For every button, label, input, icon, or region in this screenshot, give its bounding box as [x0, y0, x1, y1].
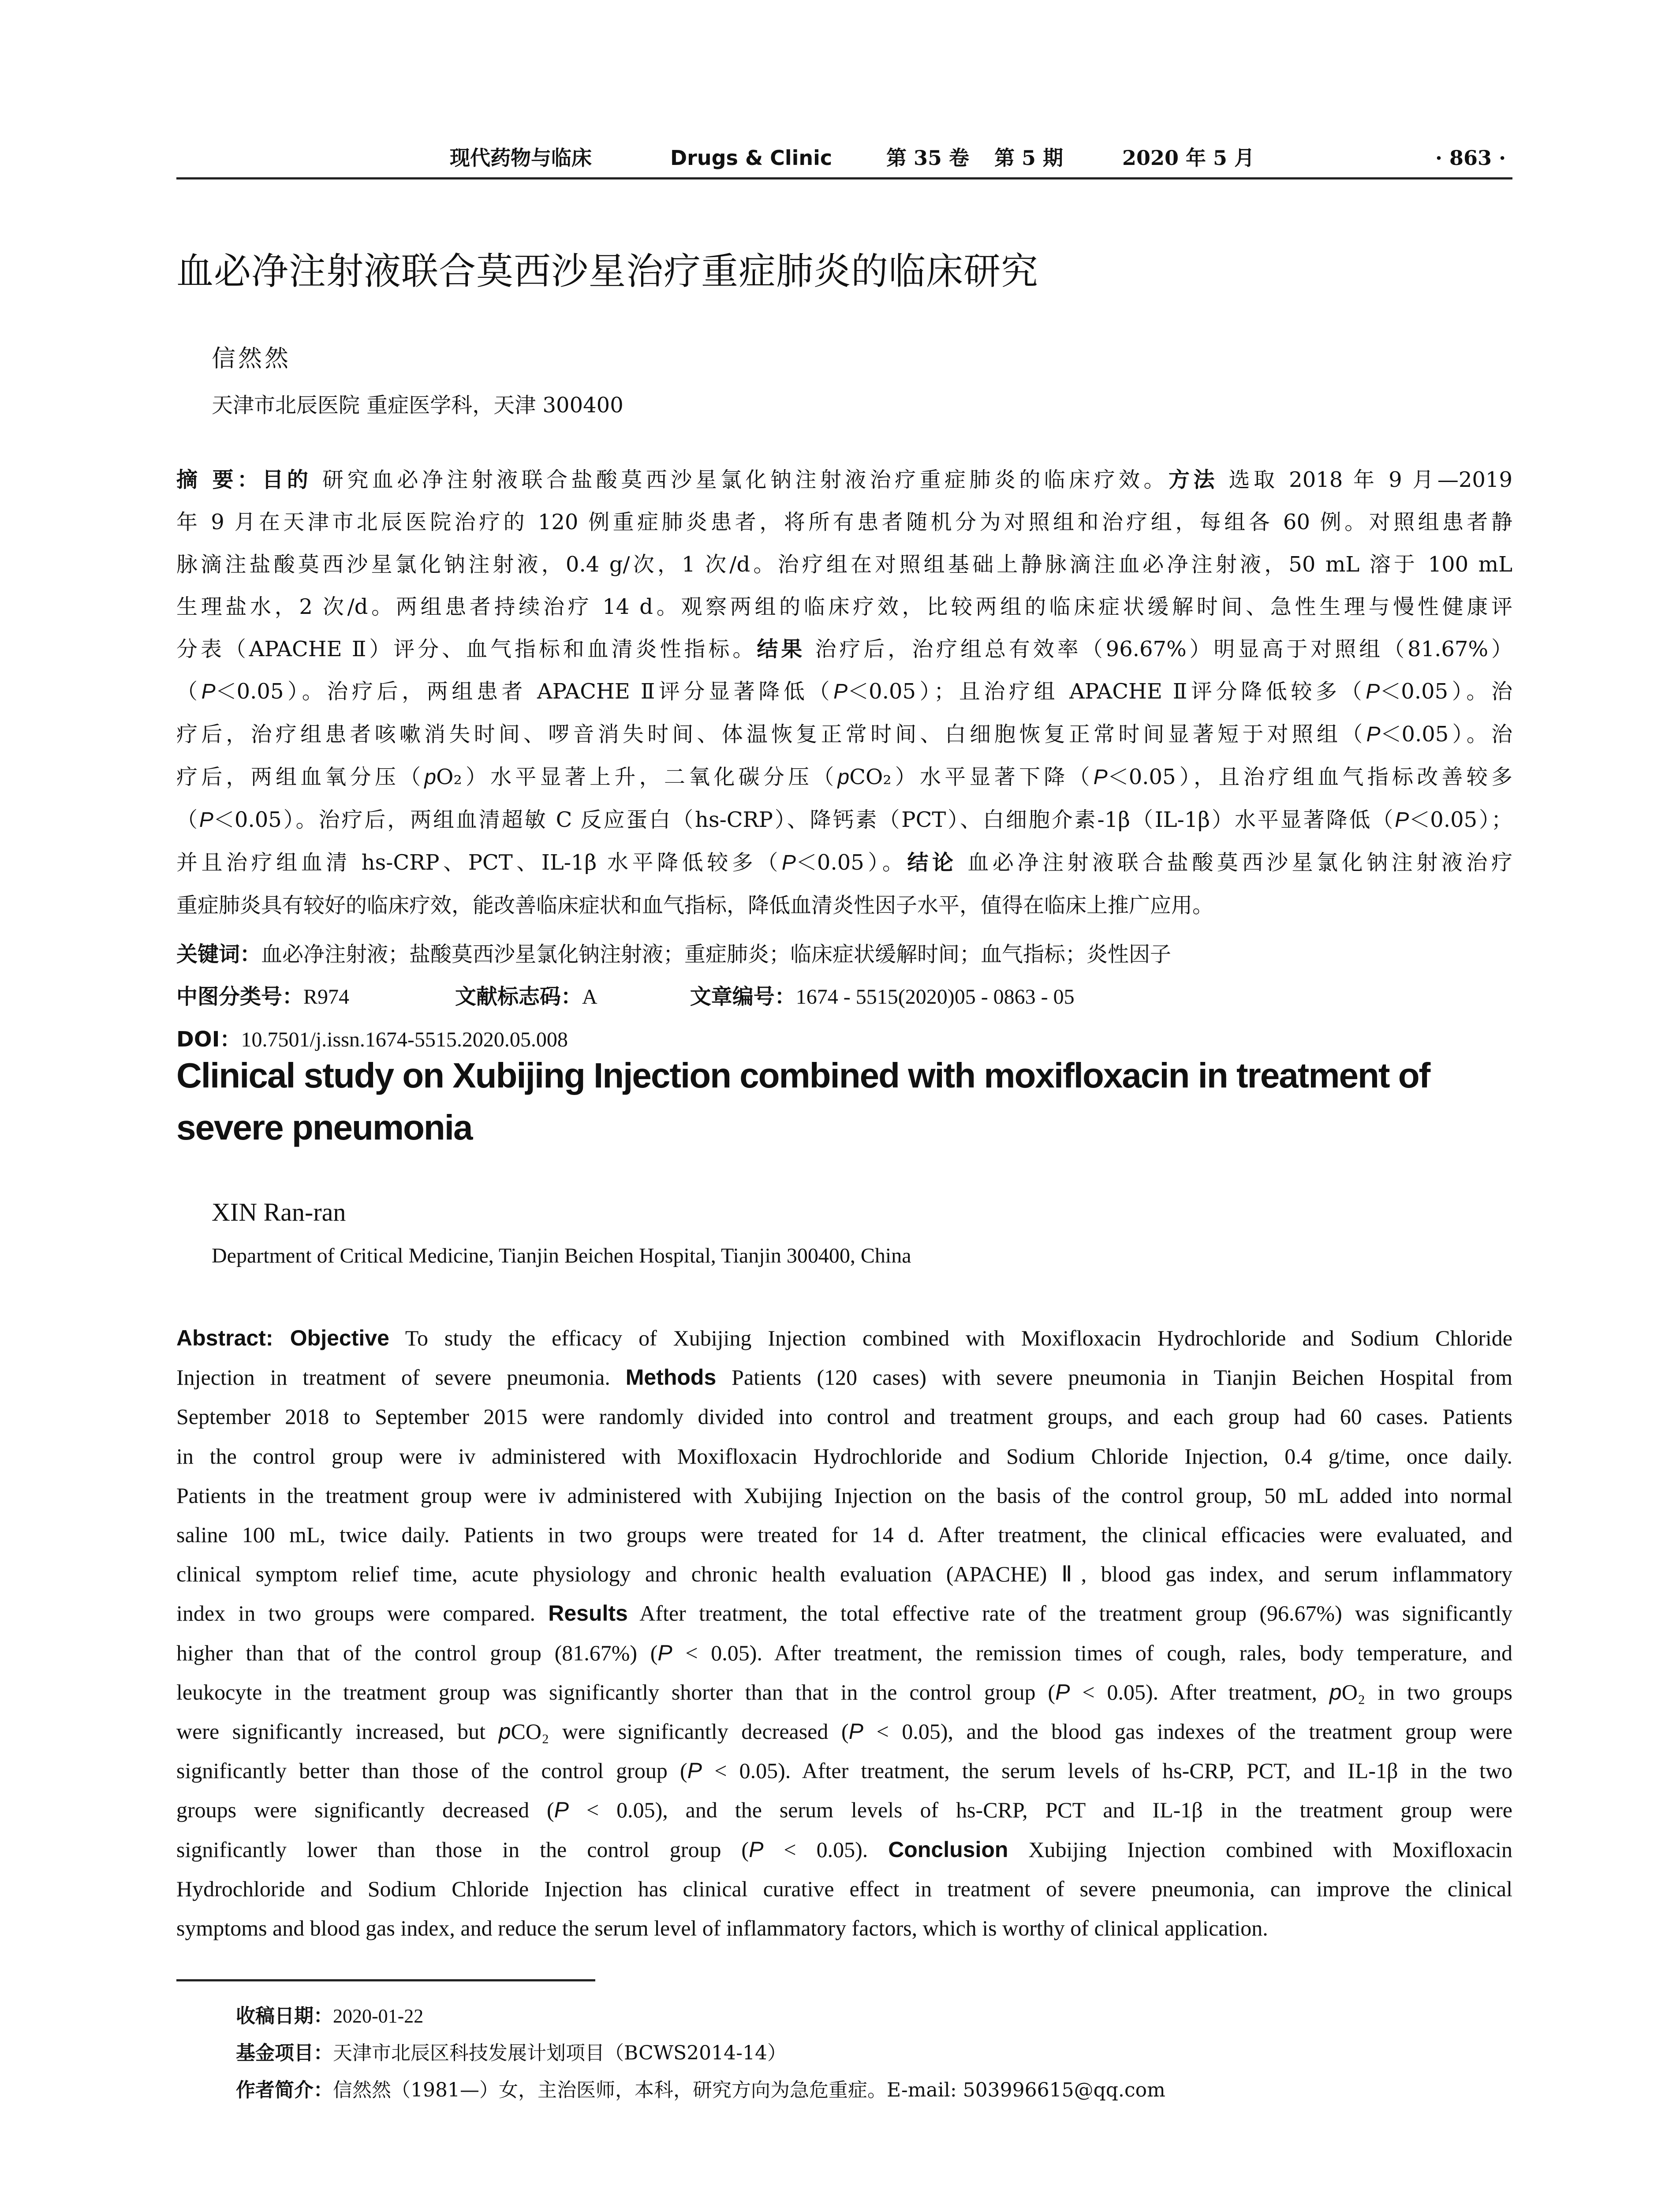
abstract-text: Patients (120 cases) with severe pneumonia in Tianjin Beichen Hospital from: [716, 1365, 1512, 1390]
abstract-line: [176, 586, 1512, 628]
abstract-text: 重症肺炎具有较好的临床疗效，能改善临床症状和血气指标，降低血清炎性因子水平，值得在临床上推广应用。: [176, 893, 1214, 918]
abstract-line: [176, 841, 1512, 884]
italic-symbol: p: [424, 766, 437, 789]
italic-symbol: p: [837, 766, 850, 789]
abstract-line: [176, 1751, 1512, 1790]
abstract-text: 疗后，两组血氧分压（: [176, 765, 425, 789]
header-rule: [176, 177, 1512, 179]
italic-symbol: P: [1395, 808, 1409, 832]
abstract-line: [176, 1909, 1512, 1948]
keywords-text: 血必净注射液；盐酸莫西沙星氯化钠注射液；重症肺炎；临床症状缓解时间；血气指标；炎性因子: [261, 942, 1172, 967]
author-name-cn: 信然然: [212, 344, 291, 372]
abstract-text: ＜0.05）；且治疗组 APACHE Ⅱ评分降低较多（: [847, 679, 1366, 704]
abstract-line: [176, 1790, 1512, 1830]
abstract-text: groups were significantly decreased (: [176, 1798, 554, 1823]
italic-symbol: P: [848, 1719, 863, 1744]
issue-label: 第 5 期: [994, 146, 1064, 170]
keywords-cn: [176, 933, 1171, 975]
footnote-rule: [176, 1979, 595, 1981]
doi-value: 10.7501/j.issn.1674-5515.2020.05.008: [241, 1028, 568, 1051]
italic-symbol: P: [554, 1798, 569, 1823]
abstract-text: 研究血必净注射液联合盐酸莫西沙星氯化钠注射液治疗重症肺炎的临床疗效。: [312, 467, 1169, 492]
abstract-text: < 0.05), and the blood gas indexes of the treatment group were: [863, 1719, 1512, 1744]
abstract-line: [176, 884, 1512, 927]
abstract-text: were significantly increased, but: [176, 1719, 499, 1744]
affiliation-cn: 天津市北辰医院 重症医学科，天津 300400: [212, 393, 623, 418]
abstract-text: < 0.05). After treatment, the remission times of cough, rales, body temperature, and: [672, 1640, 1512, 1665]
journal-name-en: Drugs & Clinic: [670, 146, 833, 170]
section-label: Results: [548, 1601, 628, 1626]
section-label: 方法: [1169, 467, 1218, 492]
author-bio-value: 信然然（1981—）女，主治医师，本科，研究方向为急危重症。E-mail: 503996615@qq.com: [333, 2079, 1165, 2101]
funding-value: 天津市北辰区科技发展计划项目（BCWS2014-14）: [333, 2042, 787, 2064]
abstract-line: [176, 1712, 1512, 1751]
italic-symbol: P: [201, 680, 216, 703]
abstract-text: 年 9 月在天津市北辰医院治疗的 120 例重症肺炎患者，将所有患者随机分为对照组和治疗组，每组各 60 例。对照组患者静: [176, 510, 1512, 534]
section-label: Abstract: Objective: [176, 1326, 389, 1350]
abstract-text: 脉滴注盐酸莫西沙星氯化钠注射液，0.4 g/次，1 次/d。治疗组在对照组基础上静脉滴注血必净注射液，50 mL 溶于 100 mL: [176, 552, 1512, 577]
abstract-text: O₂）水平显著上升，二氧化碳分压（: [436, 765, 838, 789]
doc-code-label: 文献标志码：: [455, 984, 582, 1009]
abstract-line: [176, 1397, 1512, 1436]
abstract-text: ＜0.05），且治疗组血气指标改善较多: [1107, 765, 1512, 789]
abstract-text: （: [176, 807, 199, 832]
abstract-line: [176, 670, 1512, 713]
abstract-line: [176, 1515, 1512, 1555]
classification-row: [176, 975, 1171, 1018]
abstract-line: [176, 1555, 1512, 1594]
keywords-label: 关键词：: [176, 942, 261, 967]
footnotes: [236, 1998, 1165, 2109]
abstract-text: < 0.05).: [763, 1837, 889, 1862]
abstract-text: significantly better than those of the control group (: [176, 1758, 687, 1783]
section-label: 目的: [262, 467, 312, 492]
article-no-value: 1674 - 5515(2020)05 - 0863 - 05: [795, 985, 1075, 1009]
abstract-line: [176, 1476, 1512, 1515]
italic-symbol: P: [749, 1837, 764, 1862]
received-label: 收稿日期：: [236, 2005, 333, 2027]
abstract-line: [176, 1830, 1512, 1869]
abstract-text: leukocyte in the treatment group was significantly shorter than that in the control group (: [176, 1679, 1056, 1704]
italic-symbol: P: [1366, 680, 1380, 703]
abstract-line: [176, 1869, 1512, 1909]
abstract-line: [176, 1633, 1512, 1673]
abstract-line: [176, 501, 1512, 543]
clc-value: R974: [303, 985, 350, 1009]
abstract-text: significantly lower than those in the control group (: [176, 1837, 749, 1862]
abstract-text: symptoms and blood gas index, and reduce the serum level of inflammatory factors, which is worthy of clinical application.: [176, 1916, 1268, 1941]
footnote-funding: [236, 2035, 1165, 2072]
abstract-text: To study the efficacy of Xubijing Injection combined with Moxifloxacin Hydrochloride and Sodium Chloride: [389, 1326, 1512, 1350]
abstract-line: [176, 459, 1512, 501]
journal-name-cn: 现代药物与临床: [450, 146, 592, 170]
italic-symbol: P: [199, 808, 213, 832]
abstract-en: [176, 1319, 1512, 1948]
doi-label: DOI：: [176, 1027, 241, 1052]
abstract-text: September 2018 to September 2015 were randomly divided into control and treatment groups, and each group had 60 cases. Patients: [176, 1404, 1512, 1429]
abstract-text: in the control group were iv administered with Moxifloxacin Hydrochloride and Sodium Chloride Injection, 0.4 g/time, once daily.: [176, 1443, 1512, 1469]
abstract-text: Patients in the treatment group were iv administered with Xubijing Injection on the basis of the control group, 50 mL added into normal: [176, 1483, 1512, 1508]
abstract-text: ＜0.05）。治: [1380, 722, 1512, 747]
volume-label: 第 35 卷: [886, 146, 970, 170]
italic-symbol: P: [833, 680, 848, 703]
section-label: Methods: [625, 1365, 717, 1390]
italic-symbol: P: [1366, 723, 1381, 746]
abstract-text: Xubijing Injection combined with Moxifloxacin: [1008, 1837, 1512, 1862]
abstract-line: [176, 1437, 1512, 1476]
page-number: · 863 ·: [1435, 146, 1506, 170]
abstract-text: 疗后，治疗组患者咳嗽消失时间、啰音消失时间、体温恢复正常时间、白细胞恢复正常时间显著短于对照组（: [176, 722, 1366, 747]
issue-date: 2020 年 5 月: [1122, 146, 1255, 170]
abstract-line: [176, 799, 1512, 841]
abstract-line: [176, 1594, 1512, 1633]
abstract-text: CO₂ were significantly decreased (: [511, 1719, 849, 1744]
italic-symbol: P: [657, 1640, 672, 1665]
abstract-line: [176, 1673, 1512, 1712]
article-title-cn: 血必净注射液联合莫西沙星治疗重症肺炎的临床研究: [176, 250, 1039, 293]
doc-code-value: A: [582, 985, 597, 1009]
italic-symbol: P: [1055, 1679, 1070, 1704]
abstract-text: index in two groups were compared.: [176, 1601, 549, 1626]
section-label: 结论: [907, 850, 957, 875]
abstract-text: 分表（APACHE Ⅱ）评分、血气指标和血清炎性指标。: [176, 637, 757, 662]
italic-symbol: P: [687, 1758, 702, 1783]
italic-symbol: p: [1329, 1679, 1342, 1704]
abstract-text: After treatment, the total effective rate of the treatment group (96.67%) was significantly: [627, 1601, 1512, 1626]
abstract-label: 摘 要：: [176, 467, 262, 492]
italic-symbol: p: [498, 1719, 511, 1744]
article-metadata: [176, 933, 1171, 1061]
abstract-line: [176, 543, 1512, 586]
abstract-line: [176, 1319, 1512, 1358]
abstract-text: 生理盐水，2 次/d。两组患者持续治疗 14 d。观察两组的临床疗效，比较两组的临床症状缓解时间、急性生理与慢性健康评: [176, 594, 1512, 619]
section-label: 结果: [757, 637, 806, 662]
abstract-text: ＜0.05）。治疗后，两组患者 APACHE Ⅱ评分显著降低（: [215, 679, 834, 704]
abstract-text: 血必净注射液联合盐酸莫西沙星氯化钠注射液治疗: [957, 850, 1512, 875]
abstract-text: 选取 2018 年 9 月—2019: [1218, 467, 1512, 492]
funding-label: 基金项目：: [236, 2042, 333, 2064]
abstract-text: 治疗后，治疗组总有效率（96.67%）明显高于对照组（81.67%）: [805, 637, 1512, 662]
abstract-text: Injection in treatment of severe pneumonia.: [176, 1365, 626, 1390]
abstract-text: CO₂）水平显著下降（: [849, 765, 1094, 789]
abstract-text: ＜0.05）。治: [1380, 679, 1512, 704]
abstract-line: [176, 1358, 1512, 1397]
section-label: Conclusion: [888, 1837, 1008, 1862]
abstract-text: < 0.05). After treatment,: [1070, 1679, 1329, 1704]
abstract-cn: [176, 459, 1512, 927]
abstract-text: ＜0.05）；: [1409, 807, 1512, 832]
abstract-line: [176, 628, 1512, 670]
abstract-text: < 0.05), and the serum levels of hs-CRP, PCT and IL-1β in the treatment group were: [569, 1798, 1512, 1823]
abstract-line: [176, 756, 1512, 799]
footnote-received: [236, 1998, 1165, 2035]
italic-symbol: P: [1093, 766, 1108, 789]
abstract-text: clinical symptom relief time, acute physiology and chronic health evaluation (APACHE) Ⅱ, blood gas index, and serum inflammatory: [176, 1562, 1512, 1587]
abstract-text: O₂ in two groups: [1341, 1679, 1512, 1704]
abstract-text: Hydrochloride and Sodium Chloride Injection has clinical curative effect in treatment of severe pneumonia, can improve the clinical: [176, 1876, 1512, 1901]
abstract-text: （: [176, 679, 202, 704]
author-bio-label: 作者简介：: [236, 2079, 333, 2101]
footnote-author-bio: [236, 2072, 1165, 2109]
abstract-text: < 0.05). After treatment, the serum levels of hs-CRP, PCT, and IL-1β in the two: [702, 1758, 1512, 1783]
article-title-en: Clinical study on Xubijing Injection combined with moxifloxacin in treatment of severe pneumonia: [176, 1056, 1430, 1147]
article-no-label: 文章编号：: [690, 984, 796, 1009]
abstract-text: 并且治疗组血清 hs-CRP、PCT、IL-1β 水平降低较多（: [176, 850, 782, 875]
affiliation-en: Department of Critical Medicine, Tianjin Beichen Hospital, Tianjin 300400, China: [212, 1244, 911, 1267]
abstract-text: ＜0.05）。: [795, 850, 907, 875]
received-date: 2020-01-22: [333, 2005, 424, 2027]
italic-symbol: P: [781, 851, 796, 875]
abstract-line: [176, 713, 1512, 756]
author-name-en: XIN Ran-ran: [212, 1198, 346, 1226]
clc-label: 中图分类号：: [176, 984, 304, 1009]
abstract-text: ＜0.05）。治疗后，两组血清超敏 C 反应蛋白（hs-CRP）、降钙素（PCT）、白细胞介素-1β（IL-1β）水平显著降低（: [213, 807, 1395, 832]
abstract-text: saline 100 mL, twice daily. Patients in two groups were treated for 14 d. After treatment, the clinical efficacies were evaluated, and: [176, 1522, 1512, 1547]
abstract-text: higher than that of the control group (81.67%) (: [176, 1640, 658, 1665]
running-header: [176, 140, 1512, 176]
